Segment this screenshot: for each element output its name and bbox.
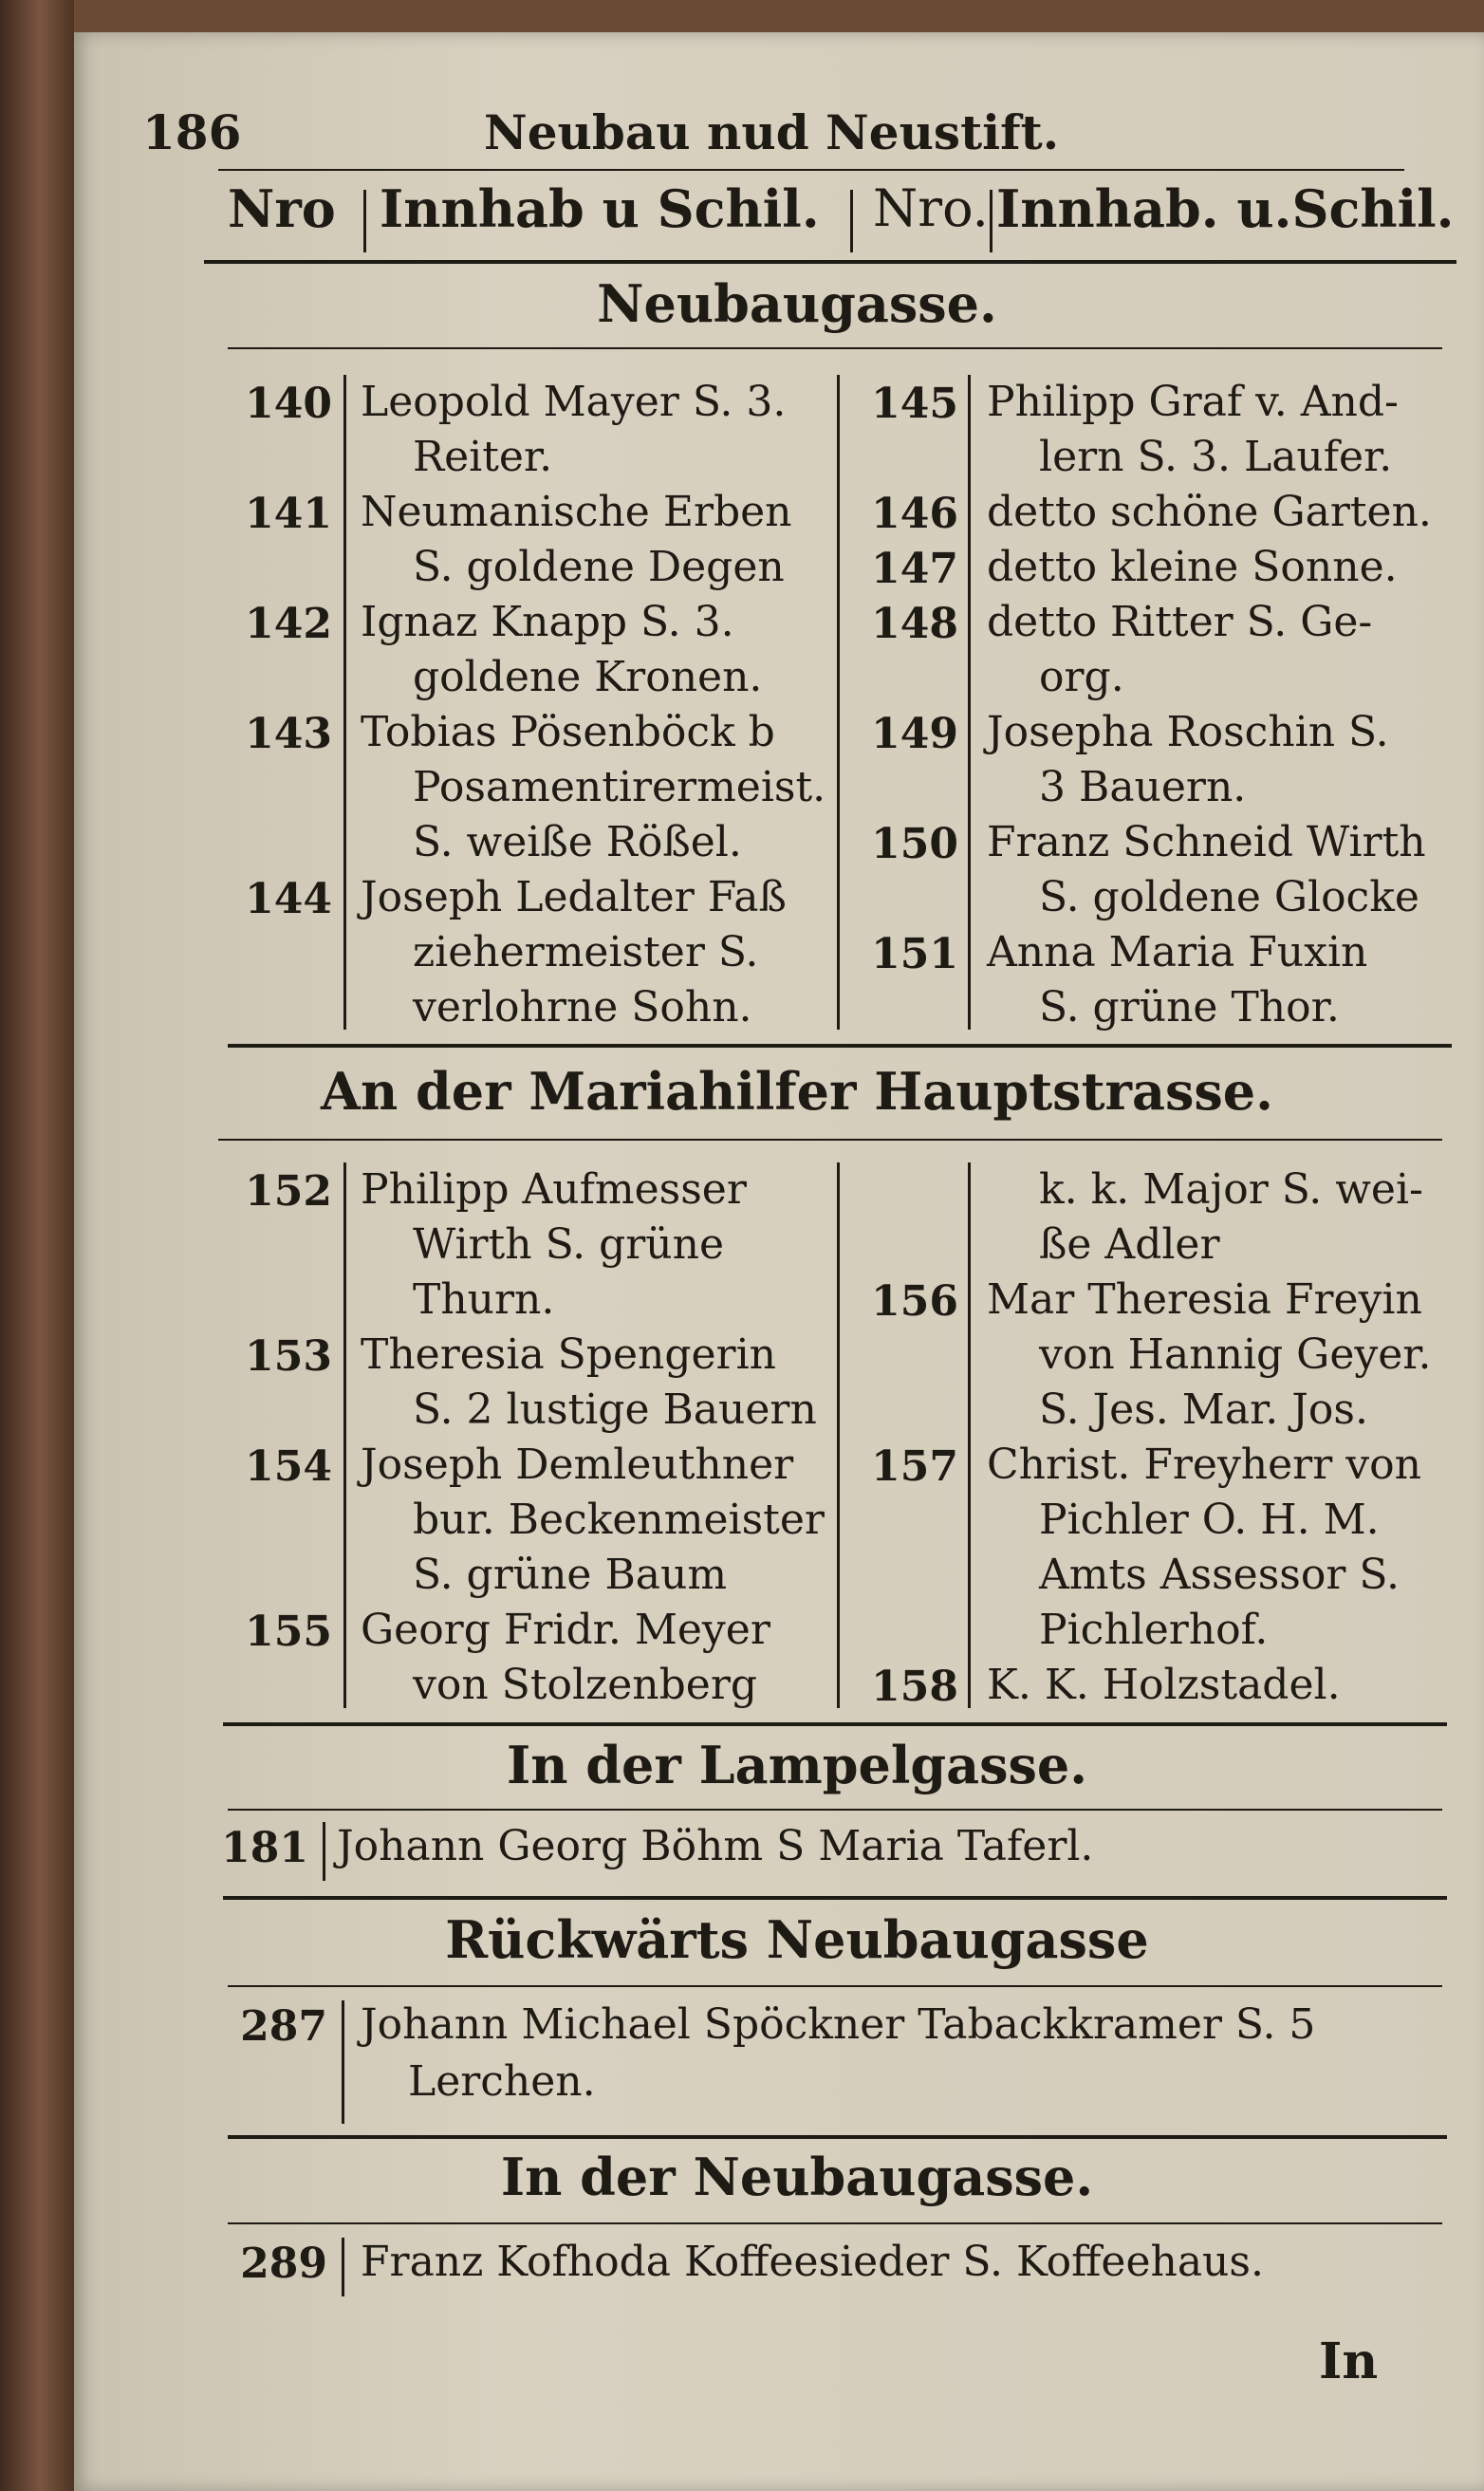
running-title: Neubau nud Neustift. [484,104,1060,160]
colhead-divider-3 [990,190,992,252]
divider-nr-right [968,375,971,1030]
col-owner-left: Innhab u Schil. [380,178,820,239]
header-rule [218,169,1404,171]
section-rule [228,1985,1442,1987]
divider-nr-right [968,1162,971,1708]
col-nro-right: Nro. [873,178,989,238]
section-title-rueckwaerts: Rückwärts Neubaugasse [445,1909,1149,1970]
book-binding [0,0,74,2491]
colhead-divider-2 [850,190,853,252]
divider-nr-left [343,1162,346,1708]
section-rule [228,1809,1442,1811]
col-nro-left: Nro [228,178,336,239]
section-rule [223,1722,1447,1726]
section-title-neubaugasse: Neubaugasse. [597,273,997,334]
column-header [133,178,1461,256]
divider-mid [837,1162,840,1708]
colhead-divider-1 [363,190,366,252]
section-title-neubaugasse-2: In der Neubaugasse. [500,2147,1094,2207]
section-title-mariahilfer: An der Mariahilfer Hauptstrasse. [321,1061,1273,1122]
page-number: 186 [142,104,242,160]
section-rule [218,1139,1442,1141]
section-title-lampelgasse: In der Lampelgasse. [506,1735,1088,1795]
catchword: In [1319,2333,1379,2390]
colhead-rule [204,260,1456,264]
section-rule [228,2135,1447,2139]
section-rule [228,2222,1442,2224]
divider-nr-left [343,375,346,1030]
section-rule [228,1044,1452,1048]
section-rule [228,347,1442,349]
section-rule [223,1896,1447,1900]
col-owner-right: Innhab. u.Schil. [996,178,1455,239]
divider-mid [837,375,840,1030]
page-header [142,104,1129,171]
